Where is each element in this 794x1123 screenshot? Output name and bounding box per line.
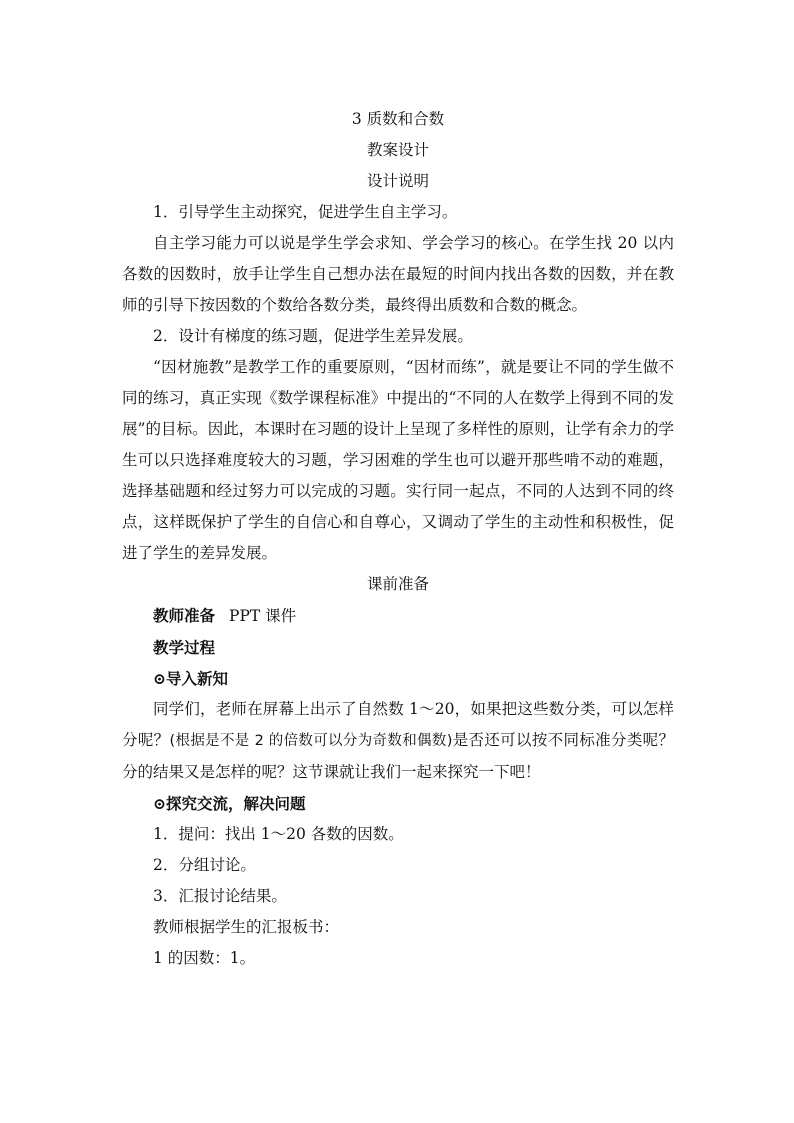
intro-heading: ⊙导入新知 — [153, 669, 228, 688]
paragraph-point-1: 1．引导学生主动探究，促进学生自主学习。 — [153, 203, 458, 221]
intro-text-b: 是否还可以按不同标准分类呢？分的结果又是怎样的呢？这节课就让我们一起来探究一下吧！ — [122, 731, 674, 781]
factor-of-1: 1 的因数：1。 — [153, 949, 256, 967]
paragraph-point-2: 2．设计有梯度的练习题，促进学生差异发展。 — [153, 327, 473, 345]
board-note: 教师根据学生的汇报板书： — [153, 918, 340, 936]
teacher-prep-label: 教师准备 — [153, 606, 216, 625]
teacher-prep-line — [122, 600, 674, 632]
section-heading-process: 教学过程 — [153, 638, 216, 657]
paragraph-intro — [122, 694, 674, 788]
step-2: 2．分组讨论。 — [153, 856, 256, 874]
intro-note: (根据是不是 2 的倍数可以分为奇数和偶数) — [169, 733, 453, 749]
paragraph-self-learning: 自主学习能力可以说是学生学会求知、学会学习的核心。在学生找 20 以内各数的因数时，放手让学生自己想办法在最短的时间内找出各数的因数，并在教师的引导下按因数的个数给各数分类，最终得出质数和合数的概念。 — [122, 234, 674, 314]
section-heading-prep: 课前准备 — [366, 575, 429, 593]
explore-heading: ⊙探究交流，解决问题 — [153, 794, 306, 813]
lesson-subtitle: 教案设计 — [366, 141, 429, 159]
section-heading-design: 设计说明 — [366, 172, 429, 190]
lesson-title: 3 质数和合数 — [351, 110, 445, 128]
intro-text-a: 同学们，老师在屏幕上出示了自然数 1～20，如果把这些数分类，可以怎样分呢？ — [122, 700, 674, 749]
step-3: 3．汇报讨论结果。 — [153, 887, 287, 905]
step-1: 1．提问：找出 1～20 各数的因数。 — [153, 825, 404, 843]
teacher-prep-value: PPT 课件 — [229, 607, 297, 625]
paragraph-differentiated: “因材施教”是教学工作的重要原则，“因材而练”，就是要让不同的学生做不同的练习，真正实现《数学课程标准》中提出的“不同的人在数学上得到不同的发展”的目标。因此，本课时在习题的设计上呈现了多样性的原则，让学有余力的学生可以只选择难度较大的习题，学习困难的学生也可以避开那些啃不动的难题，选择基础题和经过努力可以完成的习题。实行同一起点，不同的人达到不同的终点，这样既保护了学生的自信心和自尊心，又调动了学生的主动性和积极性，促进了学生的差异发展。 — [122, 358, 674, 562]
document-body — [122, 104, 674, 974]
